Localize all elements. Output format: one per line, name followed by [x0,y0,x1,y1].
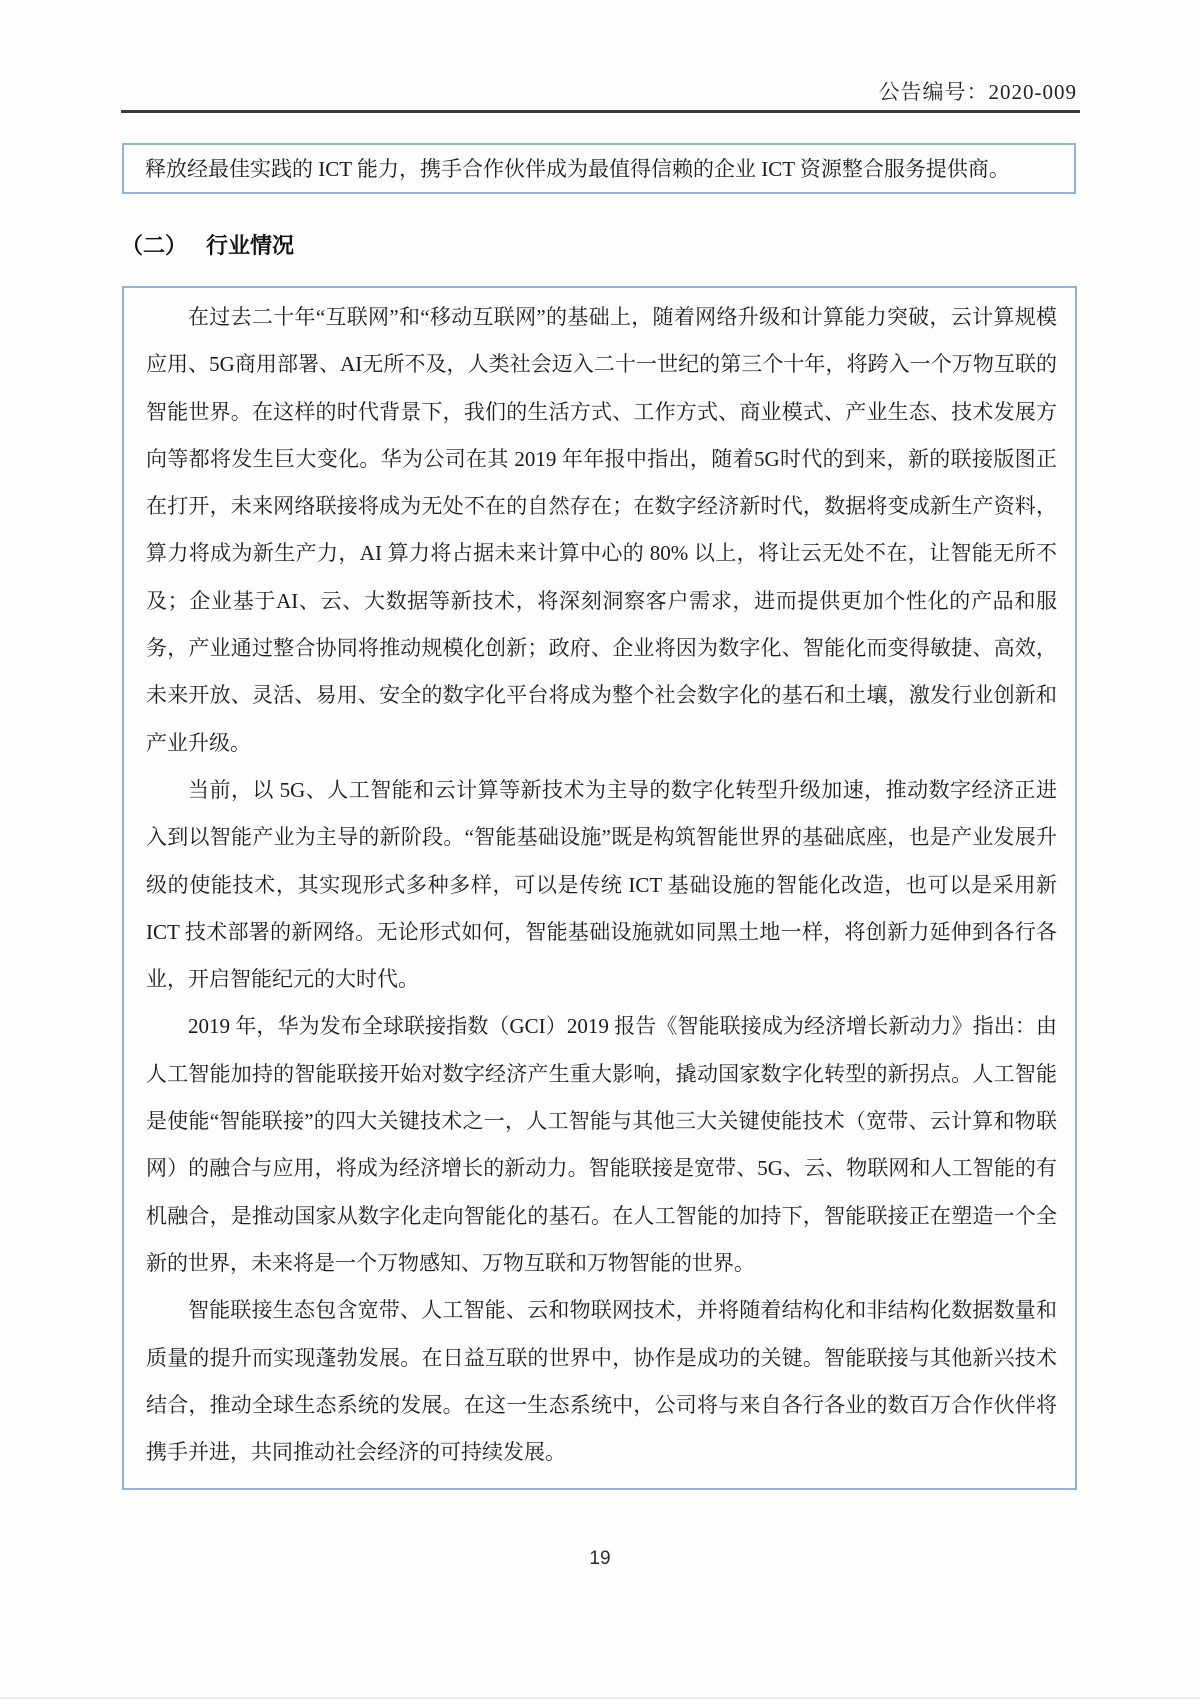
paragraph-1: 在过去二十年“互联网”和“移动互联网”的基础上，随着网络升级和计算能力突破，云计算规模应用、5G商用部署、AI无所不及，人类社会迈入二十一世纪的第三个十年，将跨入一个万物互联的智能世界。在这样的时代背景下，我们的生活方式、工作方式、商业模式、产业生态、技术发展方向等都将发生巨大变化。华为公司在其 2019 年年报中指出，随着5G时代的到来，新的联接版图正在打开，未来网络联接将成为无处不在的自然存在；在数字经济新时代，数据将变成新生产资料，算力将成为新生产力，AI 算力将占据未来计算中心的 80% 以上，将让云无处不在，让智能无所不及；企业基于AI、云、大数据等新技术，将深刻洞察客户需求，进而提供更加个性化的产品和服务，产业通过整合协同将推动规模化创新；政府、企业将因为数字化、智能化而变得敏捷、高效，未来开放、灵活、易用、安全的数字化平台将成为整个社会数字化的基石和土壤，激发行业创新和产业升级。 [146,305,1057,755]
paragraph-4: 智能联接生态包含宽带、人工智能、云和物联网技术，并将随着结构化和非结构化数据数量和质量的提升而实现蓬勃发展。在日益互联的世界中，协作是成功的关键。智能联接与其他新兴技术结合，推动全球生态系统的发展。在这一生态系统中，公司将与来自各行各业的数百万合作伙伴将携手并进，共同推动社会经济的可持续发展。 [146,1298,1057,1465]
paragraph-3: 2019 年，华为发布全球联接指数（GCI）2019 报告《智能联接成为经济增长新动力》指出：由人工智能加持的智能联接开始对数字经济产生重大影响，撬动国家数字化转型的新拐点。人工智能是使能“智能联接”的四大关键技术之一，人工智能与其他三大关键使能技术（宽带、云计算和物联网）的融合与应用，将成为经济增长的新动力。智能联接是宽带、5G、云、物联网和人工智能的有机融合，是推动国家从数字化走向智能化的基石。在人工智能的加持下，智能联接正在塑造一个全新的世界，未来将是一个万物感知、万物互联和万物智能的世界。 [146,1014,1057,1275]
announcement-number: 公告编号：2020-009 [878,80,1077,104]
intro-text-box [122,143,1076,194]
intro-text: 释放经最佳实践的 ICT 能力，携手合作伙伴成为最值得信赖的企业 ICT 资源整合服务提供商。 [145,156,1010,181]
section-heading [121,229,294,260]
header-rule [121,110,1080,113]
section-number: （二） [121,233,188,258]
section-title: 行业情况 [206,233,295,258]
industry-overview-box [122,286,1077,1490]
paragraph-2: 当前，以 5G、人工智能和云计算等新技术为主导的数字化转型升级加速，推动数字经济正进入到以智能产业为主导的新阶段。“智能基础设施”既是构筑智能世界的基础底座，也是产业发展升级的使能技术，其实现形式多种多样，可以是传统 ICT 基础设施的智能化改造，也可以是采用新 ICT 技术部署的新网络。无论形式如何，智能基础设施就如同黑土地一样，将创新力延伸到各行各业，开启智能纪元的大时代。 [146,777,1057,992]
page-number: 19 [589,1548,611,1569]
